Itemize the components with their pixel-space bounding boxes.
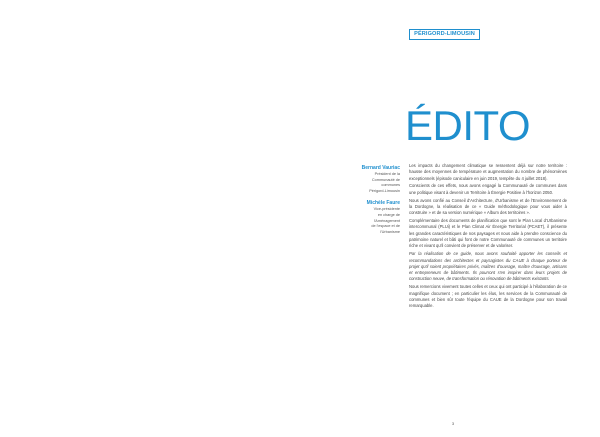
- author-name: Michèle Faure: [366, 200, 400, 207]
- author-role-line: Périgord-Limousin: [369, 188, 400, 193]
- author-role-line: de l'espace et de: [371, 224, 400, 229]
- editorial-text: [409, 163, 567, 311]
- paragraph: Conscients de ces effets, nous avons engagé la Communauté de communes dans une politique visant à devenir un Territoire à Énergie Positive à l'horizon 2050.: [409, 183, 567, 195]
- author-role-line: communes: [381, 183, 400, 188]
- paragraph: Par la réalisation de ce guide, nous avons souhaité apporter les conseils et recommandations des architectes et paysagistes du CAUE à chaque porteur de projet qu'il soient propriétaires privés, maîtres d'ouvrage, maître d'ouvrage, artisans et entrepreneurs de bâtiments. Ils pourront s'en inspirer dans leurs projets de construction neuve, de transformation ou rénovation de bâtiments existants.: [409, 251, 567, 282]
- author-role-line: en charge de: [377, 212, 400, 217]
- author-name: Bernard Vauriac: [361, 165, 400, 171]
- paragraph: Nous avons confié au Conseil d'Architecture, d'Urbanisme et de l'Environnement de la Dordogne, la réalisation de ce « Guide méthodologique pour vous aider à construire » et de sa version numérique « Album des territoires ».: [409, 197, 567, 216]
- paragraph: Nous remercions vivement toutes celles et ceux qui ont participé à l'élaboration de ce magnifique document ; en particulier les élus, les services de la Communauté de communes et bien sûr toute l'équipe du CAUE de la Dordogne pour son travail remarquable.: [409, 284, 567, 309]
- paragraph: Complémentaire des documents de planification que sont le Plan Local d'Urbanisme intercommunal (PLUi) et le Plan Climat Air Énergie Territorial (PCAET), il présente les grandes caractéristiques de nos paysages et nous aide à prendre conscience du patrimoine naturel et bâti qui font de notre Communauté de communes un territoire riche et vivant qu'il convient de préserver et de valoriser.: [409, 218, 567, 249]
- author-role-line: l'Urbanisme: [380, 229, 400, 234]
- page-title: ÉDITO: [405, 102, 531, 149]
- author-role-line: l'Aménagement: [373, 218, 400, 223]
- author-role-line: Vice-présidente: [373, 207, 400, 212]
- paragraph: Les impacts du changement climatique se ressentent déjà sur notre territoire : hausse des moyennes de température et augmentation du nombre de phénomènes exceptionnels (épisode caniculaire en juin 2019, tempête du 4 juillet 2018).: [409, 163, 567, 181]
- author-role-line: Communauté de: [371, 177, 400, 182]
- region-badge: PÉRIGORD-LIMOUSIN: [409, 29, 480, 40]
- author-role-line: Président de la: [374, 172, 400, 176]
- authors-sidebar: [330, 165, 400, 235]
- page-number: 3: [451, 421, 455, 426]
